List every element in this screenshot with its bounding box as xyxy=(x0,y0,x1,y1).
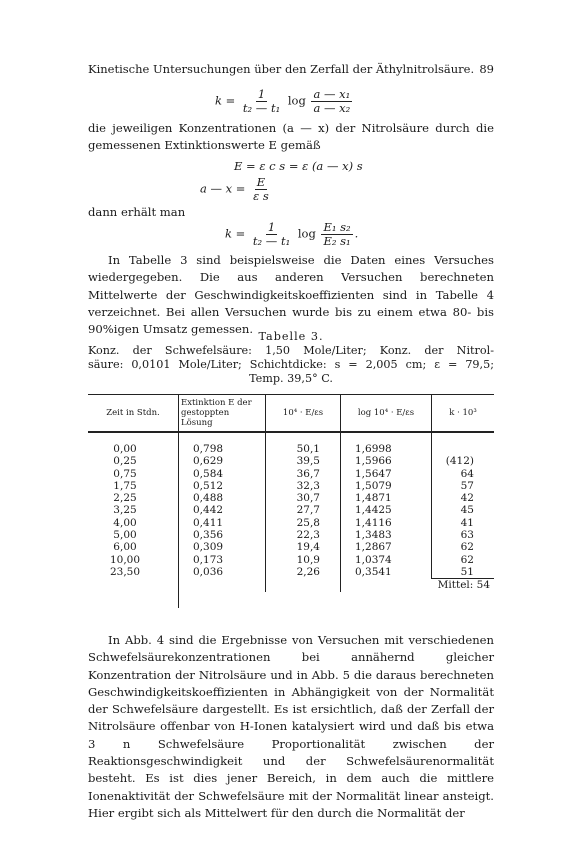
header-scaled-extinction: 10⁴ · E/εs xyxy=(266,395,341,433)
eq1-log: log xyxy=(287,93,306,108)
mean-empty-cell xyxy=(88,579,179,592)
running-header xyxy=(88,62,494,76)
cell-extinction: 0,442 xyxy=(179,504,266,516)
header-extinction: Extinktion E der gestoppten Lösung xyxy=(179,395,266,433)
cell-log: 0,3541 xyxy=(341,566,432,579)
eq4-frac2-num: E₁ s₂ xyxy=(323,220,351,234)
cell-scaled: 32,3 xyxy=(266,480,341,492)
data-table xyxy=(88,394,494,608)
eq1-frac2-den: a — x₂ xyxy=(313,101,351,115)
table-row xyxy=(88,443,494,455)
spacer-cell xyxy=(341,432,432,443)
cell-time: 3,25 xyxy=(113,504,137,517)
cell-scaled: 50,1 xyxy=(266,443,341,455)
eq4-end: . xyxy=(354,226,359,241)
header-log: log 10⁴ · E/εs xyxy=(341,395,432,433)
table-row xyxy=(88,455,494,467)
table-row xyxy=(88,554,494,566)
cell-extinction: 0,356 xyxy=(179,529,266,541)
mean-empty-cell xyxy=(179,579,266,592)
eq1-frac2-num: a — x₁ xyxy=(313,87,351,101)
paragraph-then: dann erhält man xyxy=(88,205,186,219)
equation-concentration xyxy=(200,176,273,203)
cell-extinction: 0,488 xyxy=(179,492,266,504)
table-row xyxy=(88,468,494,480)
header-k: k · 10³ xyxy=(432,395,495,433)
eq4-frac1-den: t₂ — t₁ xyxy=(252,234,291,248)
eq1-frac-time xyxy=(241,88,282,115)
paragraph-results: In Abb. 4 sind die Ergebnisse von Versuchen mit verschiedenen Schwefelsäurekonzentrationen bei annähernd gleicher Konzentration der Nitrolsäure und in Abb. 5 die daraus berechneten Geschwindigkeitskoeffizienten in Abhängigkeit von der Normalität der Schwefelsäure dargestellt. Es ist ersichtlich, daß der Zerfall der Nitrolsäure offenbar von H-Ionen katalysiert wird und daß bis etwa 3 n Schwefelsäure Proportionalität zwischen der Reaktionsgeschwindigkeit und der Schwefelsäurenormalität besteht. Es ist dies jener Bereich, in dem auch die mittlere Ionenaktivität der Schwefelsäure mit der Normalität linear ansteigt. Hier ergibt sich als Mittelwert für den durch die Normalität der xyxy=(88,633,494,820)
cell-time: 10,00 xyxy=(109,553,141,566)
eq1-frac1-den: t₂ — t₁ xyxy=(242,101,281,115)
eq1-frac-conc xyxy=(311,88,352,115)
cell-log: 1,5647 xyxy=(341,468,432,480)
cell-time: 0,25 xyxy=(113,455,137,468)
equation-rate-constant xyxy=(215,88,354,115)
end-cell xyxy=(266,592,341,608)
table-row xyxy=(88,517,494,529)
spacer-cell xyxy=(88,432,179,443)
cell-k: 62 xyxy=(432,541,495,553)
cell-k: (412) xyxy=(432,455,495,467)
spacer-cell xyxy=(179,432,266,443)
cell-scaled: 39,5 xyxy=(266,455,341,467)
table-row xyxy=(88,529,494,541)
cell-scaled: 19,4 xyxy=(266,541,341,553)
cell-log: 1,0374 xyxy=(341,554,432,566)
running-title: Kinetische Untersuchungen über den Zerfall der Äthylnitrolsäure. xyxy=(88,62,475,76)
table-mean-row xyxy=(88,579,494,592)
cell-time: 6,00 xyxy=(113,541,137,554)
cell-scaled: 22,3 xyxy=(266,529,341,541)
eq1-lhs: k = xyxy=(215,93,236,108)
cell-extinction: 0,584 xyxy=(179,468,266,480)
paragraph-concentrations: die jeweiligen Konzentrationen (a — x) der Nitrolsäure durch die gemessenen Extinktionswerte E gemäß xyxy=(88,121,494,153)
spacer-cell xyxy=(432,432,495,443)
end-cell xyxy=(432,592,495,608)
cell-time: 0,75 xyxy=(113,467,137,480)
table-row xyxy=(88,504,494,516)
cell-extinction: 0,798 xyxy=(179,443,266,455)
cell-k: 45 xyxy=(432,504,495,516)
cell-log: 1,6998 xyxy=(341,443,432,455)
cell-log: 1,4425 xyxy=(341,504,432,516)
table-conditions-line1: Konz. der Schwefelsäure: 1,50 Mole/Liter; Konz. der Nitrol- xyxy=(88,344,494,357)
table-body xyxy=(88,432,494,579)
cell-k: 42 xyxy=(432,492,495,504)
eq4-lhs: k = xyxy=(225,226,246,241)
eq4-frac-ext xyxy=(321,221,352,248)
cell-time: 2,25 xyxy=(113,492,137,505)
cell-extinction: 0,309 xyxy=(179,541,266,553)
cell-scaled: 2,26 xyxy=(266,566,341,579)
eq3-num: E xyxy=(256,175,266,189)
cell-time: 1,75 xyxy=(113,479,137,492)
cell-log: 1,5079 xyxy=(341,480,432,492)
cell-k: 57 xyxy=(432,480,495,492)
header-time: Zeit in Stdn. xyxy=(88,395,179,433)
eq4-frac1-num: 1 xyxy=(267,220,276,234)
table-end-row xyxy=(88,592,494,608)
cell-k xyxy=(432,443,495,455)
spacer-cell xyxy=(266,432,341,443)
table-conditions-line3: Temp. 39,5° C. xyxy=(249,372,333,385)
table-row xyxy=(88,541,494,553)
cell-scaled: 30,7 xyxy=(266,492,341,504)
cell-scaled: 27,7 xyxy=(266,504,341,516)
eq3-lhs: a — x = xyxy=(200,181,246,196)
eq4-frac-time xyxy=(251,221,292,248)
cell-k: 64 xyxy=(432,468,495,480)
end-cell xyxy=(88,592,179,608)
end-cell xyxy=(341,592,432,608)
cell-log: 1,3483 xyxy=(341,529,432,541)
cell-log: 1,2867 xyxy=(341,541,432,553)
table-row xyxy=(88,566,494,579)
page-number: 89 xyxy=(479,62,494,76)
paragraph-table-intro: In Tabelle 3 sind beispielsweise die Daten eines Versuches wiedergegeben. Die aus anderen Versuchen berechneten Mittelwerte der Geschwindigkeitskoeffizienten sind in Tabelle 4 verzeichnet. Bei allen Versuchen wurde bis zu einem etwa 80- bis 90%igen Umsatz gemessen. xyxy=(88,253,494,337)
eq1-frac1-num: 1 xyxy=(257,87,266,101)
cell-time: 5,00 xyxy=(113,529,137,542)
table-spacer-row xyxy=(88,432,494,443)
cell-k: 62 xyxy=(432,554,495,566)
mean-value: Mittel: 54 xyxy=(432,579,495,592)
end-cell xyxy=(179,592,266,608)
cell-scaled: 10,9 xyxy=(266,554,341,566)
cell-k: 41 xyxy=(432,517,495,529)
cell-time: 23,50 xyxy=(109,566,141,579)
cell-log: 1,5966 xyxy=(341,455,432,467)
cell-time: 4,00 xyxy=(113,516,137,529)
cell-log: 1,4116 xyxy=(341,517,432,529)
cell-extinction: 0,036 xyxy=(179,566,266,579)
cell-scaled: 36,7 xyxy=(266,468,341,480)
equation-rate-extinction xyxy=(225,221,358,248)
cell-k: 63 xyxy=(432,529,495,541)
eq3-den: ε s xyxy=(253,189,269,203)
eq4-frac2-den: E₂ s₁ xyxy=(323,234,351,248)
cell-time: 0,00 xyxy=(113,443,137,455)
cell-extinction: 0,173 xyxy=(179,554,266,566)
table-row xyxy=(88,492,494,504)
cell-scaled: 25,8 xyxy=(266,517,341,529)
mean-empty-cell xyxy=(341,579,432,592)
mean-empty-cell xyxy=(266,579,341,592)
table-caption: Tabelle 3. xyxy=(258,330,324,343)
cell-extinction: 0,512 xyxy=(179,480,266,492)
table-conditions-line2: säure: 0,0101 Mole/Liter; Schichtdicke: s = 2,005 cm; ε = 79,5; xyxy=(88,358,494,371)
eq3-frac xyxy=(251,176,271,203)
cell-log: 1,4871 xyxy=(341,492,432,504)
cell-k: 51 xyxy=(432,566,495,579)
table-row xyxy=(88,480,494,492)
equation-extinction: E = ε c s = ε (a — x) s xyxy=(234,159,363,173)
cell-extinction: 0,629 xyxy=(179,455,266,467)
table-header-row xyxy=(88,395,494,433)
cell-extinction: 0,411 xyxy=(179,517,266,529)
eq4-log: log xyxy=(297,226,316,241)
